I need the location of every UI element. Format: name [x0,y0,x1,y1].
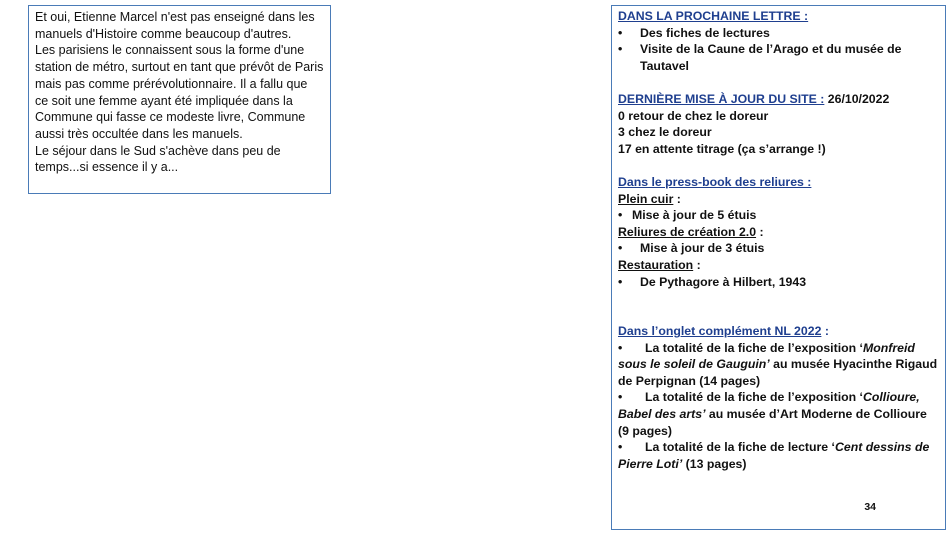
creation-item: • Mise à jour de 3 étuis [618,241,765,256]
maj-date: 26/10/2022 [824,91,890,106]
complement-heading-line: Dans l’onglet complément NL 2022 : [618,324,829,339]
left-paragraph: Et oui, Etienne Marcel n'est pas enseigné dans les manuels d'Histoire comme beaucoup d'autres. Les parisiens le connaissent sous la forme d'une station de métro, surtout en tant que prévôt de Paris mais pas comme prérévolutionnaire. Il a fallu que ce soit une femme ayant été impliquée dans la Commune qui fasse ce modeste livre, Commune aussi très occultée dans les manuels. Le séjour dans le Sud s'achève dans peu de temps...si essence il y a... [35,10,324,175]
left-text-box [28,5,331,194]
creation-label-line: Reliures de création 2.0 : [618,224,764,239]
pressbook-heading: Dans le press-book des reliures : [618,174,812,189]
newsletter-sidebar-box [611,5,946,530]
plein-cuir-label-line: Plein cuir : [618,191,681,206]
prochaine-item-1: • Des fiches de lectures [618,25,770,40]
maj-line-3: 17 en attente titrage (ça s’arrange !) [618,141,826,156]
plein-cuir-item: • Mise à jour de 5 étuis [618,208,757,223]
maj-heading-line [618,91,939,108]
maj-line-2: 3 chez le doreur [618,125,712,140]
restauration-item: • De Pythagore à Hilbert, 1943 [618,274,807,289]
complement-item-3: • La totalité de la fiche de lecture ‘Cent dessins de Pierre Loti’ (13 pages) [618,440,930,471]
complement-heading: Dans l’onglet complément NL 2022 [618,324,822,339]
page-number: 34 [864,501,876,513]
prochaine-heading: DANS LA PROCHAINE LETTRE : [618,9,809,23]
complement-item-2: • La totalité de la fiche de l’exposition ‘Collioure, Babel des arts’ au musée d’Art Moderne de Collioure (9 pages) [618,390,927,438]
prochaine-item-2: • Visite de la Caune de l’Arago et du musée de Tautavel [618,42,902,73]
complement-item-1: • La totalité de la fiche de l’exposition ‘Monfreid sous le soleil de Gauguin’ au musée Hyacinthe Rigaud de Perpignan (14 pages) [618,340,938,388]
maj-line-1: 0 retour de chez le doreur [618,108,769,123]
maj-heading: DERNIÈRE MISE À JOUR DU SITE : [618,91,825,106]
restauration-label-line: Restauration : [618,257,701,272]
